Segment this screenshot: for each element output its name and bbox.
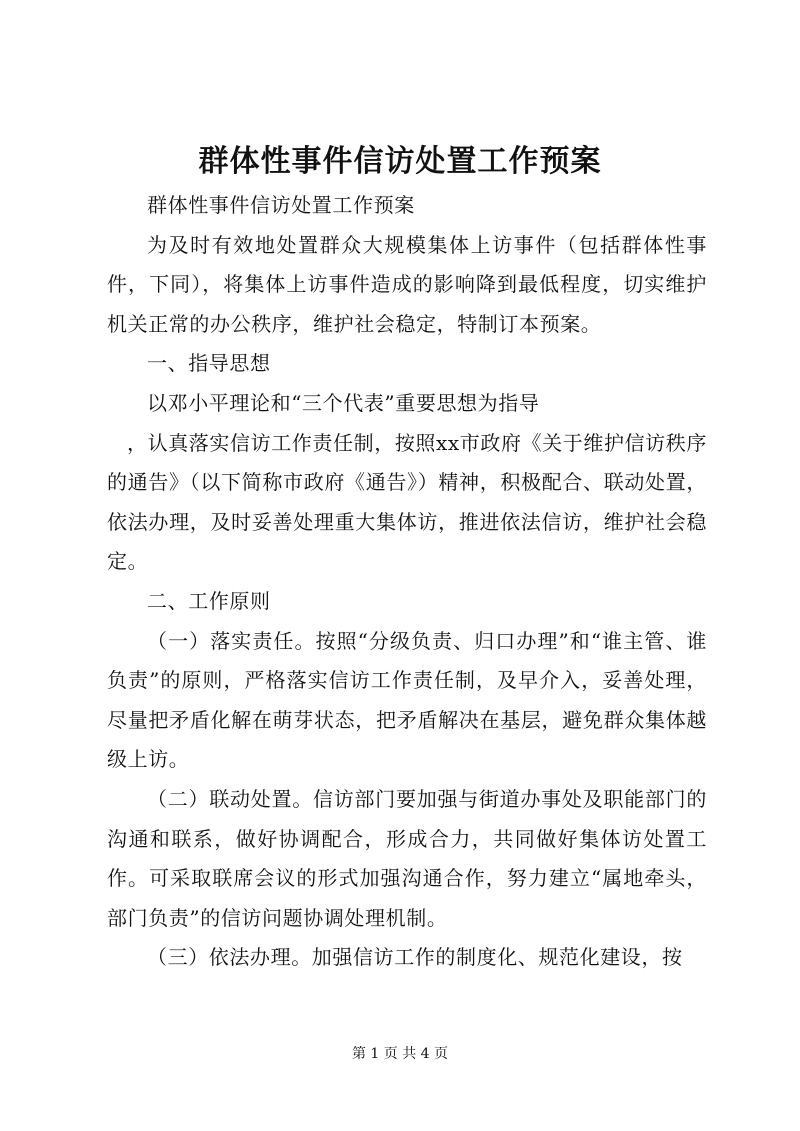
paragraph-principle-1: （一）落实责任。按照“分级负责、归口办理”和“谁主管、谁负责”的原则，严格落实信访工作责任制，及早介入，妥善处理，尽量把矛盾化解在萌芽状态，把矛盾解决在基层，避免群众集体越级上访。 xyxy=(107,628,707,772)
paragraph-guiding-thought-continued: ，认真落实信访工作责任制，按照xx市政府《关于维护信访秩序的通告》（以下简称市政府《通告》）精神，积极配合、联动处置，依法办理，及时妥善处理重大集体访，推进依法信访，维护社会稳定。 xyxy=(107,430,707,574)
page-footer: 第 1 页 共 4 页 xyxy=(351,1046,449,1062)
document-title: 群体性事件信访处置工作预案 xyxy=(198,144,602,179)
section-heading-guiding-thought: 一、指导思想 xyxy=(147,351,271,376)
paragraph-principle-2: （二）联动处置。信访部门要加强与街道办事处及职能部门的沟通和联系，做好协调配合，形成合力，共同做好集体访处置工作。可采取联席会议的形式加强沟通合作，努力建立“属地牵头，部门负责”的信访问题协调处理机制。 xyxy=(107,786,707,930)
paragraph-subtitle: 群体性事件信访处置工作预案 xyxy=(147,193,415,217)
paragraph-intro: 为及时有效地处置群众大规模集体上访事件（包括群体性事件，下同），将集体上访事件造成的影响降到最低程度，切实维护机关正常的办公秩序，维护社会稳定，特制订本预案。 xyxy=(107,232,707,336)
paragraph-guiding-thought: 以邓小平理论和“三个代表”重要思想为指导 xyxy=(147,390,540,415)
document-body xyxy=(107,186,707,978)
section-heading-work-principles: 二、工作原则 xyxy=(147,588,271,613)
paragraph-principle-3: （三）依法办理。加强信访工作的制度化、规范化建设，按 xyxy=(147,945,683,970)
